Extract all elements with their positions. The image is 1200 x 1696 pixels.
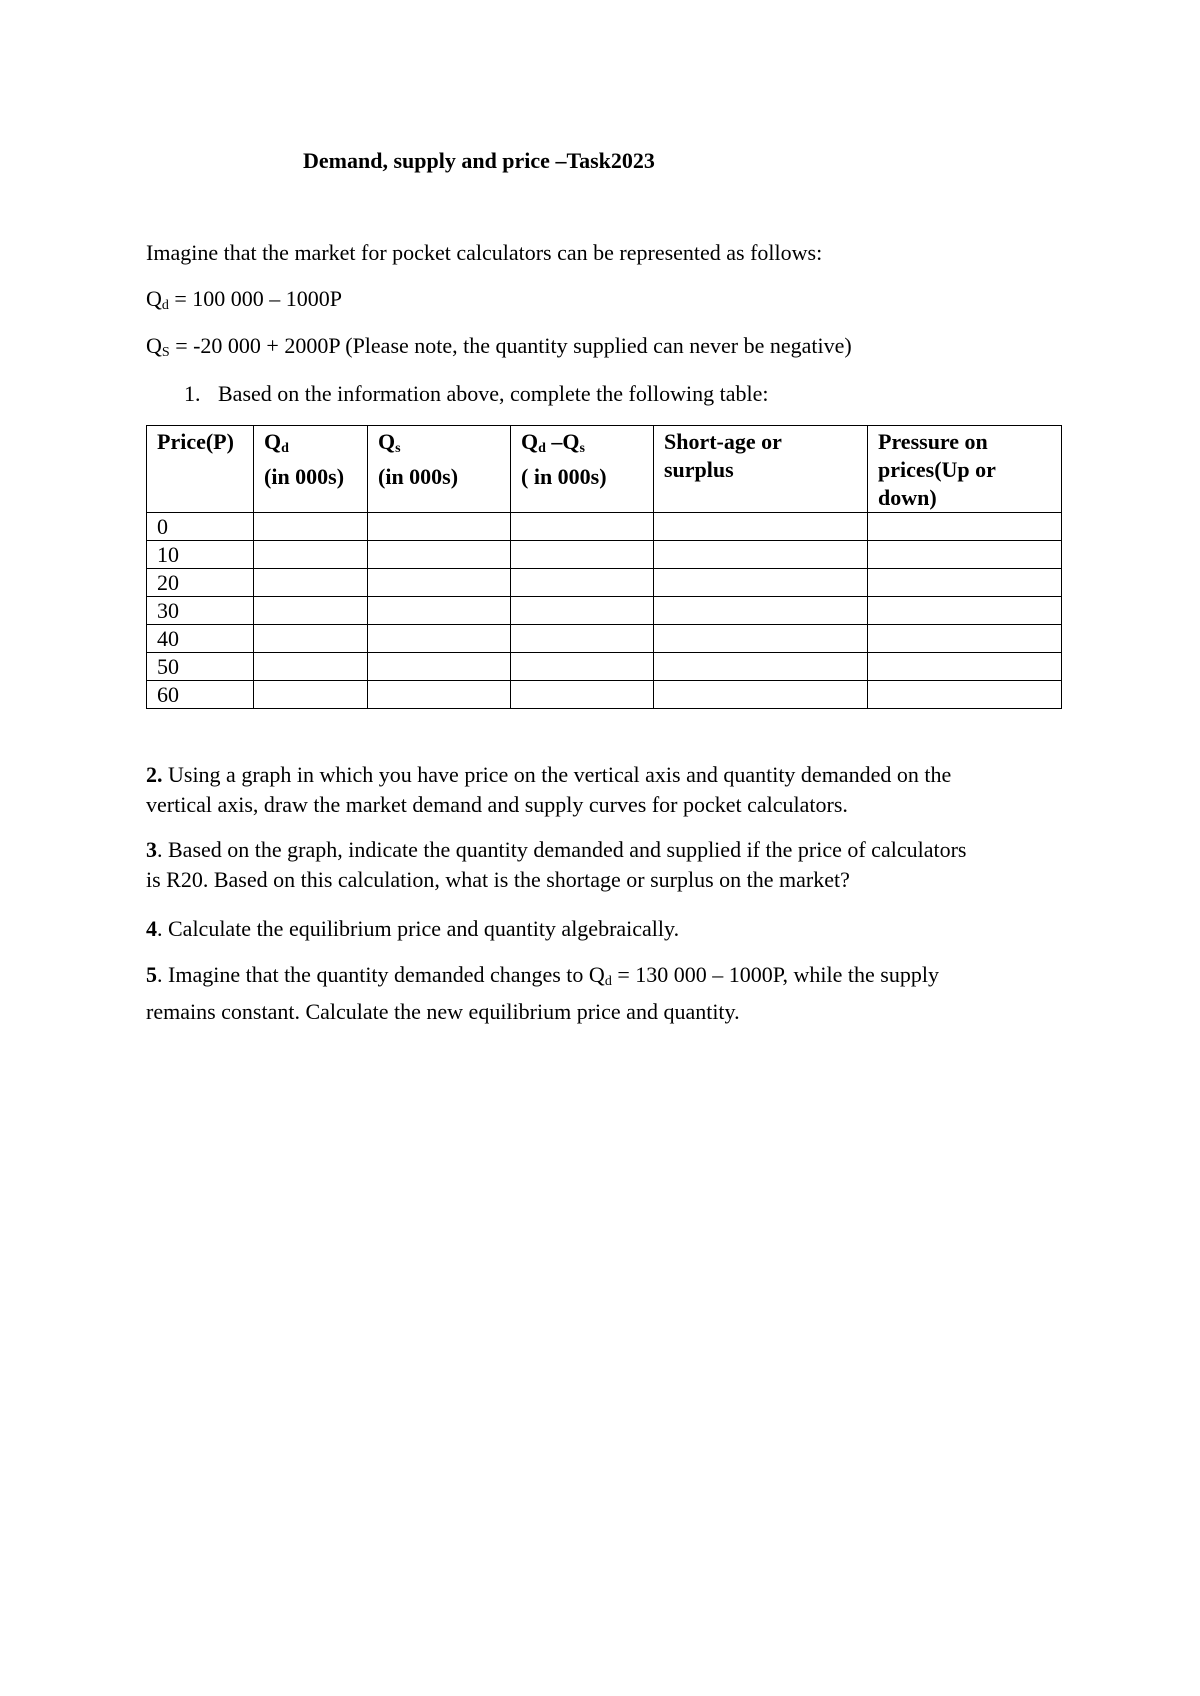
price-cell: 10 xyxy=(147,541,254,569)
shortage-surplus-cell[interactable] xyxy=(654,541,868,569)
qs-cell[interactable] xyxy=(368,513,511,541)
shortage-surplus-cell[interactable] xyxy=(654,569,868,597)
qs-cell[interactable] xyxy=(368,541,511,569)
qd-symbol: Q xyxy=(146,286,162,311)
pressure-cell[interactable] xyxy=(868,625,1062,653)
question-5-line-2: remains constant. Calculate the new equilibrium price and quantity. xyxy=(146,999,740,1024)
question-5-line-1b: = 130 000 – 1000P, while the supply xyxy=(611,962,939,987)
price-cell: 40 xyxy=(147,625,254,653)
header-pressure-on-prices: Pressure on prices(Up or down) xyxy=(868,426,1062,513)
price-cell: 60 xyxy=(147,681,254,709)
pressure-cell[interactable] xyxy=(868,569,1062,597)
price-cell: 0 xyxy=(147,513,254,541)
price-cell: 30 xyxy=(147,597,254,625)
question-5-line-1a: . Imagine that the quantity demanded changes to Q xyxy=(157,962,605,987)
question-5-subscript: d xyxy=(604,974,612,989)
qs-cell[interactable] xyxy=(368,625,511,653)
table-row xyxy=(147,653,1062,681)
header-price: Price(P) xyxy=(147,426,254,513)
qd-cell[interactable] xyxy=(254,541,368,569)
qs-cell[interactable] xyxy=(368,653,511,681)
question-1-text: Based on the information above, complete the following table: xyxy=(218,381,769,406)
header-qs: $Q_s$ (in 000s) xyxy=(368,426,511,513)
qd-minus-qs-cell[interactable] xyxy=(511,513,654,541)
qs-cell[interactable] xyxy=(368,597,511,625)
question-5-number: 5 xyxy=(146,962,157,987)
qs-expression: = -20 000 + 2000P (Please note, the quantity supplied can never be negative) xyxy=(169,333,852,358)
qd-cell[interactable] xyxy=(254,653,368,681)
shortage-surplus-cell[interactable] xyxy=(654,681,868,709)
header-qd: $Q_d$ (in 000s) xyxy=(254,426,368,513)
question-4 xyxy=(146,914,1066,944)
question-3-line-1: . Based on the graph, indicate the quantity demanded and supplied if the price of calculators xyxy=(157,837,967,862)
qd-cell[interactable] xyxy=(254,569,368,597)
table-row xyxy=(147,513,1062,541)
table-header-row xyxy=(147,426,1062,513)
question-4-number: 4 xyxy=(146,916,157,941)
qd-minus-qs-cell[interactable] xyxy=(511,653,654,681)
qs-cell[interactable] xyxy=(368,681,511,709)
qd-expression: = 100 000 – 1000P xyxy=(168,286,343,311)
shortage-surplus-cell[interactable] xyxy=(654,597,868,625)
pressure-cell[interactable] xyxy=(868,653,1062,681)
intro-text: Imagine that the market for pocket calculators can be represented as follows: xyxy=(146,240,823,265)
pressure-cell[interactable] xyxy=(868,597,1062,625)
question-3-line-2: is R20. Based on this calculation, what is the shortage or surplus on the market? xyxy=(146,867,850,892)
qd-cell[interactable] xyxy=(254,625,368,653)
demand-equation xyxy=(146,286,342,314)
question-1-number: 1. xyxy=(184,381,201,406)
qd-subscript: d xyxy=(161,298,169,313)
table-row xyxy=(147,681,1062,709)
qd-cell[interactable] xyxy=(254,597,368,625)
pressure-cell[interactable] xyxy=(868,513,1062,541)
price-cell: 50 xyxy=(147,653,254,681)
question-3 xyxy=(146,835,1066,895)
qs-subscript: S xyxy=(161,345,170,360)
qd-minus-qs-cell[interactable] xyxy=(511,681,654,709)
qs-symbol: Q xyxy=(146,333,162,358)
qd-minus-qs-cell[interactable] xyxy=(511,625,654,653)
header-qd-minus-qs: $Q_d$ $-Q_s$ ( in 000s) xyxy=(511,426,654,513)
question-2-number: 2. xyxy=(146,762,163,787)
price-cell: 20 xyxy=(147,569,254,597)
supply-equation xyxy=(146,333,852,361)
table-row xyxy=(147,625,1062,653)
shortage-surplus-cell[interactable] xyxy=(654,653,868,681)
document-title: Demand, supply and price –Task2023 xyxy=(303,148,655,173)
table-row xyxy=(147,597,1062,625)
table-row xyxy=(147,569,1062,597)
pressure-cell[interactable] xyxy=(868,541,1062,569)
qd-cell[interactable] xyxy=(254,513,368,541)
question-3-number: 3 xyxy=(146,837,157,862)
qs-cell[interactable] xyxy=(368,569,511,597)
table-row xyxy=(147,541,1062,569)
qd-minus-qs-cell[interactable] xyxy=(511,541,654,569)
qd-cell[interactable] xyxy=(254,681,368,709)
qd-minus-qs-cell[interactable] xyxy=(511,569,654,597)
question-2 xyxy=(146,760,1066,820)
header-shortage-surplus: Short-age or surplus xyxy=(654,426,868,513)
supply-demand-table xyxy=(146,425,1062,709)
question-2-line-1: Using a graph in which you have price on the vertical axis and quantity demanded on the xyxy=(162,762,952,787)
shortage-surplus-cell[interactable] xyxy=(654,513,868,541)
qd-minus-qs-cell[interactable] xyxy=(511,597,654,625)
pressure-cell[interactable] xyxy=(868,681,1062,709)
question-4-text: . Calculate the equilibrium price and quantity algebraically. xyxy=(157,916,680,941)
question-2-line-2: vertical axis, draw the market demand and supply curves for pocket calculators. xyxy=(146,792,848,817)
shortage-surplus-cell[interactable] xyxy=(654,625,868,653)
question-1 xyxy=(184,381,768,407)
question-5 xyxy=(146,960,1066,1027)
